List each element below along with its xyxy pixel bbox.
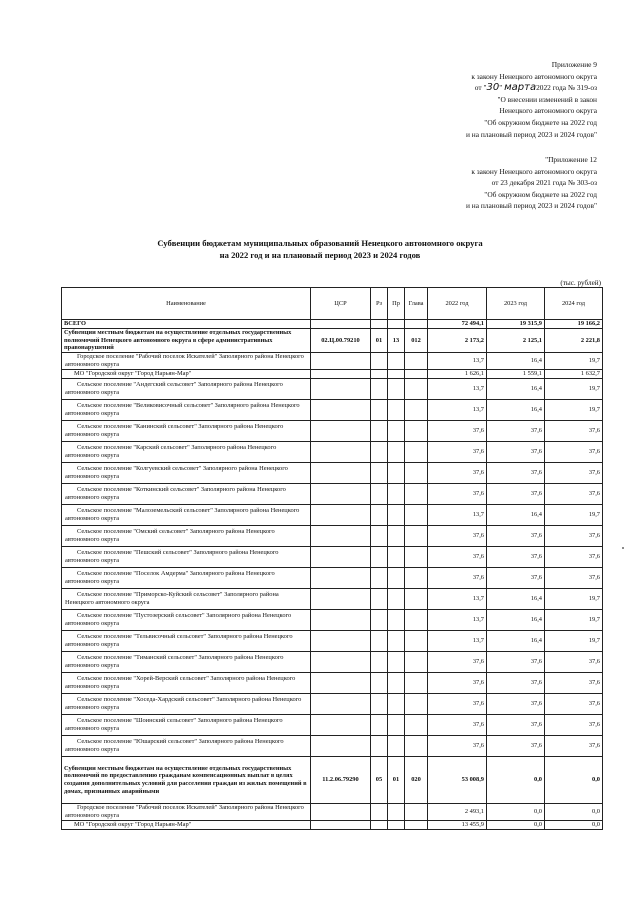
header-line: "Об окружном бюджете на 2022 год [484, 117, 597, 127]
row-rz [371, 715, 388, 736]
row-glava [405, 589, 428, 610]
row-2023: 37,6 [487, 652, 545, 673]
row-rz [371, 484, 388, 505]
row-pr [388, 804, 405, 821]
row-2024: 19,7 [545, 589, 603, 610]
row-pr [388, 547, 405, 568]
row-csr [311, 821, 371, 830]
row-rz [371, 631, 388, 652]
row-2023: 16,4 [487, 631, 545, 652]
row-csr [311, 353, 371, 370]
row-2023: 37,6 [487, 463, 545, 484]
table-row [62, 610, 603, 631]
table-row [62, 353, 603, 370]
row-glava [405, 370, 428, 379]
row-2022: 13,7 [428, 400, 487, 421]
row-pr [388, 526, 405, 547]
scan-mark [622, 547, 624, 549]
row-2022: 37,6 [428, 568, 487, 589]
row-name: МО "Городской округ "Город Нарьян-Мар" [62, 370, 311, 379]
row-glava: 012 [405, 329, 428, 353]
row-csr: 11.2.06.79290 [311, 757, 371, 804]
row-2022: 37,6 [428, 526, 487, 547]
row-2023: 37,6 [487, 715, 545, 736]
row-2023: 37,6 [487, 694, 545, 715]
row-glava [405, 652, 428, 673]
row-2023: 0,0 [487, 821, 545, 830]
row-name: Сельское поселение "Юшарский сельсовет" Заполярного района Ненецкого автономного округа [62, 736, 311, 757]
row-rz [371, 526, 388, 547]
row-2024: 19,7 [545, 400, 603, 421]
row-glava [405, 463, 428, 484]
row-csr: 02.Ц.00.79210 [311, 329, 371, 353]
row-rz: 05 [371, 757, 388, 804]
row-2023: 0,0 [487, 804, 545, 821]
row-name: Сельское поселение "Колгуевский сельсовет" Заполярного района Ненецкого автономного округа [62, 463, 311, 484]
row-glava [405, 421, 428, 442]
row-rz [371, 320, 388, 329]
header-line: Ненецкого автономного округа [499, 106, 597, 116]
row-2024: 1 632,7 [545, 370, 603, 379]
row-2024: 19,7 [545, 353, 603, 370]
row-glava [405, 379, 428, 400]
row-csr [311, 463, 371, 484]
row-name: Субвенции местным бюджетам на осуществление отдельных государственных полномочий Ненецкого автономного округа в сфере административных правонарушений [62, 329, 311, 353]
row-name: МО "Городской округ "Город Нарьян-Мар" [62, 821, 311, 830]
row-pr [388, 320, 405, 329]
row-2023: 37,6 [487, 673, 545, 694]
row-csr [311, 652, 371, 673]
row-rz [371, 442, 388, 463]
row-2022: 37,6 [428, 736, 487, 757]
row-rz [371, 589, 388, 610]
row-2024: 0,0 [545, 821, 603, 830]
row-glava [405, 442, 428, 463]
row-csr [311, 484, 371, 505]
row-rz [371, 736, 388, 757]
row-2024: 37,6 [545, 736, 603, 757]
table-row [62, 421, 603, 442]
row-rz [371, 400, 388, 421]
row-2024: 37,6 [545, 694, 603, 715]
row-glava [405, 505, 428, 526]
row-2023: 16,4 [487, 400, 545, 421]
col-header-name: Наименование [62, 288, 311, 320]
row-rz [371, 610, 388, 631]
row-2024: 0,0 [545, 757, 603, 804]
row-2022: 1 626,1 [428, 370, 487, 379]
row-2023: 2 125,1 [487, 329, 545, 353]
row-2022: 37,6 [428, 547, 487, 568]
appendix-header-current [466, 59, 597, 140]
row-rz [371, 694, 388, 715]
table-row [62, 715, 603, 736]
row-name: Сельское поселение "Хоседа-Хардский сельсовет" Заполярного района Ненецкого автономного округа [62, 694, 311, 715]
row-name: Сельское поселение "Пустозерский сельсовет" Заполярного района Ненецкого автономного округа [62, 610, 311, 631]
row-2022: 13,7 [428, 610, 487, 631]
row-2022: 53 008,9 [428, 757, 487, 804]
header-line: "О внесении изменений в закон [497, 94, 597, 104]
header-line: к закону Ненецкого автономного округа [471, 71, 597, 81]
row-pr [388, 821, 405, 830]
row-pr: 01 [388, 757, 405, 804]
row-2024: 37,6 [545, 715, 603, 736]
row-glava [405, 821, 428, 830]
col-header-2022: 2022 год [428, 288, 487, 320]
col-header-pr: Пр [388, 288, 405, 320]
table-row [62, 526, 603, 547]
row-pr [388, 568, 405, 589]
col-header-rz: Рз [371, 288, 388, 320]
row-2022: 37,6 [428, 463, 487, 484]
row-2024: 37,6 [545, 547, 603, 568]
row-csr [311, 589, 371, 610]
row-rz [371, 379, 388, 400]
row-csr [311, 736, 371, 757]
row-2023: 37,6 [487, 484, 545, 505]
row-name: Сельское поселение "Карский сельсовет" Заполярного района Ненецкого автономного округа [62, 442, 311, 463]
row-2023: 1 559,1 [487, 370, 545, 379]
row-rz [371, 505, 388, 526]
row-csr [311, 379, 371, 400]
row-2024: 37,6 [545, 463, 603, 484]
row-2022: 13,7 [428, 631, 487, 652]
row-csr [311, 610, 371, 631]
row-pr [388, 610, 405, 631]
row-2022: 37,6 [428, 673, 487, 694]
row-2023: 37,6 [487, 568, 545, 589]
table-row [62, 736, 603, 757]
row-pr [388, 421, 405, 442]
header-line: и на плановый период 2023 и 2024 годов" [465, 201, 597, 211]
row-rz [371, 821, 388, 830]
table-row [62, 400, 603, 421]
row-name: Сельское поселение "Поселок Амдерма" Заполярного района Ненецкого автономного округа [62, 568, 311, 589]
row-pr [388, 379, 405, 400]
row-glava [405, 694, 428, 715]
row-2023: 37,6 [487, 736, 545, 757]
row-name: Сельское поселение "Пешский сельсовет" Заполярного района Ненецкого автономного округа [62, 547, 311, 568]
header-line: "Об окружном бюджете на 2022 год [484, 189, 597, 199]
row-2022: 37,6 [428, 652, 487, 673]
row-csr [311, 442, 371, 463]
row-pr [388, 673, 405, 694]
row-glava [405, 320, 428, 329]
row-pr [388, 631, 405, 652]
row-2022: 37,6 [428, 421, 487, 442]
table-row [62, 379, 603, 400]
table-row [62, 568, 603, 589]
row-2022: 13,7 [428, 505, 487, 526]
table-row [62, 484, 603, 505]
row-pr [388, 484, 405, 505]
table-row [62, 694, 603, 715]
row-2024: 19,7 [545, 610, 603, 631]
row-pr [388, 353, 405, 370]
row-name: Сельское поселение "Хорей-Верский сельсовет" Заполярного района Ненецкого автономного округа [62, 673, 311, 694]
row-glava [405, 673, 428, 694]
row-rz [371, 547, 388, 568]
row-csr [311, 320, 371, 329]
row-csr [311, 673, 371, 694]
row-glava [405, 353, 428, 370]
row-2023: 16,4 [487, 505, 545, 526]
units-label: (тыс. рублей) [560, 279, 601, 287]
row-csr [311, 400, 371, 421]
row-2022: 37,6 [428, 484, 487, 505]
row-name: Субвенции местным бюджетам на осуществление отдельных государственных полномочий по предоставлению гражданам компенсационных выплат в целях создания дополнительных условий для расселения граждан из жилых помещений в домах, признанных аварийными [62, 757, 311, 804]
table-row [62, 821, 603, 830]
row-2023: 16,4 [487, 379, 545, 400]
row-glava: 020 [405, 757, 428, 804]
handwritten-day: 30 [486, 82, 500, 94]
table-row [62, 442, 603, 463]
row-pr [388, 589, 405, 610]
row-glava [405, 804, 428, 821]
header-line: "Приложение 12 [545, 155, 597, 164]
row-2024: 19,7 [545, 631, 603, 652]
row-pr [388, 400, 405, 421]
row-name: Сельское поселение "Тельвисочный сельсовет" Заполярного района Ненецкого автономного округа [62, 631, 311, 652]
col-header-2023: 2023 год [487, 288, 545, 320]
row-2024: 2 221,8 [545, 329, 603, 353]
col-header-csr: ЦСР [311, 288, 371, 320]
row-2023: 37,6 [487, 526, 545, 547]
row-glava [405, 526, 428, 547]
appendix-header-original [466, 154, 597, 212]
table-row [62, 547, 603, 568]
row-rz [371, 804, 388, 821]
row-2024: 19,7 [545, 379, 603, 400]
table-row [62, 673, 603, 694]
row-2022: 13,7 [428, 353, 487, 370]
table-row [62, 589, 603, 610]
col-header-glava: Глава [405, 288, 428, 320]
row-name: Сельское поселение "Великовисочный сельсовет" Заполярного района Ненецкого автономного округа [62, 400, 311, 421]
header-line: от 23 декабря 2021 года № 303-оз [491, 178, 597, 188]
subventions-table [61, 287, 603, 830]
row-2023: 16,4 [487, 589, 545, 610]
row-2023: 16,4 [487, 353, 545, 370]
table-row [62, 505, 603, 526]
row-pr [388, 463, 405, 484]
row-2022: 72 494,1 [428, 320, 487, 329]
row-pr [388, 370, 405, 379]
table-row [62, 463, 603, 484]
row-glava [405, 400, 428, 421]
handwritten-month: марта [504, 82, 537, 94]
row-2022: 2 493,1 [428, 804, 487, 821]
table-body [62, 320, 603, 830]
table-total-row [62, 320, 603, 329]
row-pr [388, 505, 405, 526]
row-2024: 37,6 [545, 526, 603, 547]
row-glava [405, 736, 428, 757]
row-csr [311, 547, 371, 568]
row-csr [311, 694, 371, 715]
row-2022: 13,7 [428, 379, 487, 400]
row-2023: 37,6 [487, 421, 545, 442]
row-pr [388, 736, 405, 757]
row-2023: 16,4 [487, 610, 545, 631]
row-csr [311, 631, 371, 652]
row-2023: 37,6 [487, 547, 545, 568]
row-2024: 37,6 [545, 484, 603, 505]
row-2024: 37,6 [545, 568, 603, 589]
table-row [62, 329, 603, 353]
row-name: Сельское поселение "Шоинский сельсовет" Заполярного района Ненецкого автономного округа [62, 715, 311, 736]
row-2023: 0,0 [487, 757, 545, 804]
row-2024: 19 166,2 [545, 320, 603, 329]
table-header-row [62, 288, 603, 320]
row-2023: 19 315,9 [487, 320, 545, 329]
row-name: Сельское поселение "Канинский сельсовет" Заполярного района Ненецкого автономного округа [62, 421, 311, 442]
row-name: Городское поселение "Рабочий поселок Искателей" Заполярного района Ненецкого автономного округа [62, 353, 311, 370]
row-csr [311, 370, 371, 379]
row-pr [388, 442, 405, 463]
row-glava [405, 631, 428, 652]
row-2024: 37,6 [545, 442, 603, 463]
row-glava [405, 610, 428, 631]
row-csr [311, 526, 371, 547]
row-2022: 13,7 [428, 589, 487, 610]
table-row [62, 370, 603, 379]
row-glava [405, 715, 428, 736]
row-csr [311, 804, 371, 821]
row-2023: 37,6 [487, 442, 545, 463]
table-row [62, 652, 603, 673]
header-line: и на плановый период 2023 и 2024 годов" [465, 129, 597, 139]
table-row [62, 631, 603, 652]
row-pr [388, 652, 405, 673]
row-rz [371, 353, 388, 370]
row-glava [405, 547, 428, 568]
row-rz: 01 [371, 329, 388, 353]
table-row [62, 757, 603, 804]
row-2024: 0,0 [545, 804, 603, 821]
row-rz [371, 463, 388, 484]
row-pr: 13 [388, 329, 405, 353]
row-pr [388, 694, 405, 715]
header-line: Приложение 9 [551, 60, 597, 69]
row-glava [405, 568, 428, 589]
row-name: Городское поселение "Рабочий поселок Искателей" Заполярного района Ненецкого автономного округа [62, 804, 311, 821]
row-2022: 37,6 [428, 694, 487, 715]
row-rz [371, 568, 388, 589]
row-name: Сельское поселение "Андегский сельсовет" Заполярного района Ненецкого автономного округа [62, 379, 311, 400]
row-csr [311, 568, 371, 589]
row-glava [405, 484, 428, 505]
row-2024: 19,7 [545, 505, 603, 526]
row-rz [371, 421, 388, 442]
document-title: Субвенции бюджетам муниципальных образований Ненецкого автономного округа на 2022 год и на плановый период 2023 и 2024 годов [157, 238, 483, 260]
row-2024: 37,6 [545, 421, 603, 442]
row-csr [311, 715, 371, 736]
row-name: Сельское поселение "Омский сельсовет" Заполярного района Ненецкого автономного округа [62, 526, 311, 547]
row-name: Сельское поселение "Малоземельский сельсовет" Заполярного района Ненецкого автономного округа [62, 505, 311, 526]
row-csr [311, 505, 371, 526]
row-2022: 37,6 [428, 715, 487, 736]
row-2024: 37,6 [545, 673, 603, 694]
row-rz [371, 652, 388, 673]
row-2022: 13 455,9 [428, 821, 487, 830]
col-header-2024: 2024 год [545, 288, 603, 320]
row-name: ВСЕГО [62, 320, 311, 329]
row-2024: 37,6 [545, 652, 603, 673]
row-name: Сельское поселение "Приморско-Куйский сельсовет" Заполярного района Ненецкого автономного округа [62, 589, 311, 610]
table-row [62, 804, 603, 821]
header-date-line: от "30" марта2022 года № 319-оз [474, 82, 597, 94]
row-2022: 2 173,2 [428, 329, 487, 353]
row-rz [371, 370, 388, 379]
row-rz [371, 673, 388, 694]
row-2022: 37,6 [428, 442, 487, 463]
header-line: к закону Ненецкого автономного округа [471, 166, 597, 176]
row-name: Сельское поселение "Тиманский сельсовет" Заполярного района Ненецкого автономного округа [62, 652, 311, 673]
row-pr [388, 715, 405, 736]
row-csr [311, 421, 371, 442]
row-name: Сельское поселение "Коткинский сельсовет" Заполярного района Ненецкого автономного округа [62, 484, 311, 505]
